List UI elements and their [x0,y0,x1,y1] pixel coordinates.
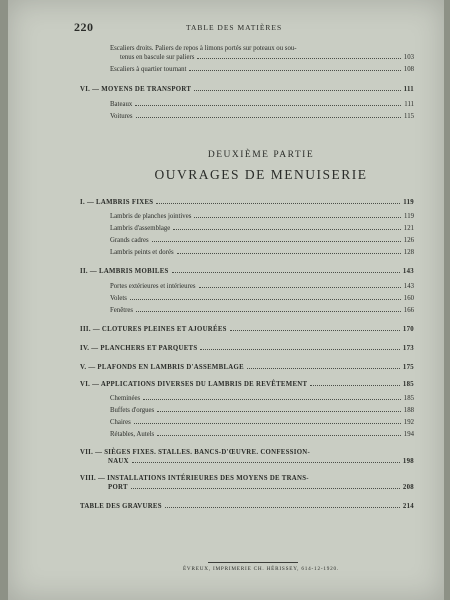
page-number: 220 [74,20,94,34]
leader-dots [157,411,401,412]
toc-page-number: 128 [403,249,414,256]
toc-entry-portes [110,283,414,291]
toc-section-installations [80,474,414,483]
toc-section-label: VI. — MOYENS DE TRANSPORT [80,86,192,93]
toc-entry-label: Lambris d'assemblage [110,225,171,232]
leader-dots [189,70,400,71]
toc-page-number: 143 [402,268,414,275]
toc-entry-buffets-orgues [110,407,414,415]
leader-dots [130,299,401,300]
toc-entry-label: Buffets d'orgues [110,407,155,414]
toc-entry-label: Bateaux [110,101,133,108]
toc-entry-escaliers-quartier [110,66,414,74]
toc-page-number: 119 [404,213,414,220]
leader-dots [173,229,400,230]
leader-dots [194,90,400,91]
toc-entry-escaliers-droits-cont [120,54,414,62]
toc-entry-retables [110,431,414,439]
toc-entry-bateaux [110,101,414,109]
toc-section-sieges-cont [108,458,414,466]
toc-section-applications [80,381,414,389]
toc-section-lambris-mobiles [80,268,414,276]
toc-page-number: 198 [402,458,414,465]
toc-entry-label: tenus en bascule sur paliers [120,54,195,61]
toc-entry-label: Cheminées [110,395,141,402]
toc-section-moyens-transport [80,86,414,94]
leader-dots [156,203,400,204]
footer-rule [208,562,298,563]
toc-page-number: 185 [403,395,414,402]
toc-section-label: VIII. — INSTALLATIONS INTÉRIEURES DES MOYENS DE TRANS- [80,475,309,482]
toc-section-label: V. — PLAFONDS EN LAMBRIS D'ASSEMBLAGE [80,364,244,371]
running-title: TABLE DES MATIÈRES [186,23,283,32]
toc-entry-label: Escaliers à quartier tournant [110,66,187,73]
toc-entry-label: Fenêtres [110,307,134,314]
toc-section-lambris-fixes [80,199,414,207]
leader-dots [200,349,399,350]
leader-dots [310,385,400,386]
page-header [74,20,444,34]
toc-entry-label: Volets [110,295,127,302]
leader-dots [143,399,401,400]
toc-section-label: IV. — PLANCHERS ET PARQUETS [80,345,198,352]
toc-page-number: 103 [403,54,414,61]
toc-section-label: NAUX [108,458,129,465]
toc-entry-label: Escaliers droits. Paliers de repos à limons portés sur poteaux ou sou- [110,45,297,52]
toc-entry-label: Rétables, Autels [110,431,155,438]
toc-page-number: 185 [402,381,414,388]
leader-dots [165,507,400,508]
toc-page-number: 170 [402,326,414,333]
toc-entry-fenetres [110,307,414,315]
toc-page-number: 119 [403,199,414,206]
toc-entry-label: Grands cadres [110,237,149,244]
leader-dots [135,105,401,106]
leader-dots [230,330,400,331]
toc-entry-grands-cadres [110,237,414,245]
leader-dots [157,435,401,436]
leader-dots [131,488,400,489]
toc-entry-label: Lambris de planches jointives [110,213,192,220]
leader-dots [152,241,401,242]
leader-dots [194,217,401,218]
toc-entry-lambris-assemblage [110,225,414,233]
leader-dots [247,368,400,369]
leader-dots [197,58,400,59]
toc-entry-label: Voitures [110,113,133,120]
toc-entry-voitures [110,113,414,121]
leader-dots [132,462,400,463]
leader-dots [136,311,401,312]
toc-section-clotures [80,326,414,334]
toc-table-gravures [80,503,414,511]
toc-section-planchers [80,345,414,353]
leader-dots [134,423,401,424]
toc-entry-escaliers-droits [110,44,414,53]
toc-page-number: 143 [403,283,414,290]
toc-page-number: 121 [403,225,414,232]
toc-page-number: 188 [403,407,414,414]
toc-page-number: 194 [403,431,414,438]
toc-page-number: 175 [402,364,414,371]
leader-dots [172,272,400,273]
toc-section-label: VI. — APPLICATIONS DIVERSES DU LAMBRIS DE REVÊTEMENT [80,381,308,388]
toc-page-number: 160 [403,295,414,302]
toc-section-label: VII. — SIÈGES FIXES. STALLES. BANCS-D'ŒUVRE. CONFESSION- [80,449,311,456]
printer-imprint: ÉVREUX, IMPRIMERIE CH. HÉRISSEY, 614-12-1920. [182,566,340,572]
toc-page-number: 166 [403,307,414,314]
toc-page-number: 111 [403,86,414,93]
toc-entry-label: Chaires [110,419,131,426]
toc-page-number: 108 [403,66,414,73]
toc-page-number: 115 [404,113,414,120]
book-page [8,0,444,600]
toc-section-plafonds [80,364,414,372]
toc-entry-cheminees [110,395,414,403]
leader-dots [177,253,401,254]
toc-section-label: II. — LAMBRIS MOBILES [80,268,169,275]
toc-section-label: I. — LAMBRIS FIXES [80,199,154,206]
toc-entry-volets [110,295,414,303]
toc-page-number: 208 [402,484,414,491]
leader-dots [199,287,401,288]
toc-entry-label: Portes extérieures et intérieures [110,283,196,290]
toc-page-number: 173 [402,345,414,352]
toc-section-label: PORT [108,484,128,491]
part-label: DEUXIÈME PARTIE [207,150,315,160]
toc-entry-label: Lambris peints et dorés [110,249,174,256]
toc-section-installations-cont [108,484,414,492]
toc-entry-chaires [110,419,414,427]
toc-page-number: 126 [403,237,414,244]
part-title: OUVRAGES DE MENUISERIE [154,167,368,182]
toc-section-label: TABLE DES GRAVURES [80,503,162,510]
toc-page-number: 214 [402,503,414,510]
toc-section-label: III. — CLOTURES PLEINES ET AJOURÉES [80,326,227,333]
toc-page-number: 111 [404,101,414,108]
toc-entry-planches-jointives [110,213,414,221]
toc-page-number: 192 [403,419,414,426]
toc-section-sieges [80,448,414,457]
leader-dots [136,117,402,118]
toc-entry-lambris-peints [110,249,414,257]
